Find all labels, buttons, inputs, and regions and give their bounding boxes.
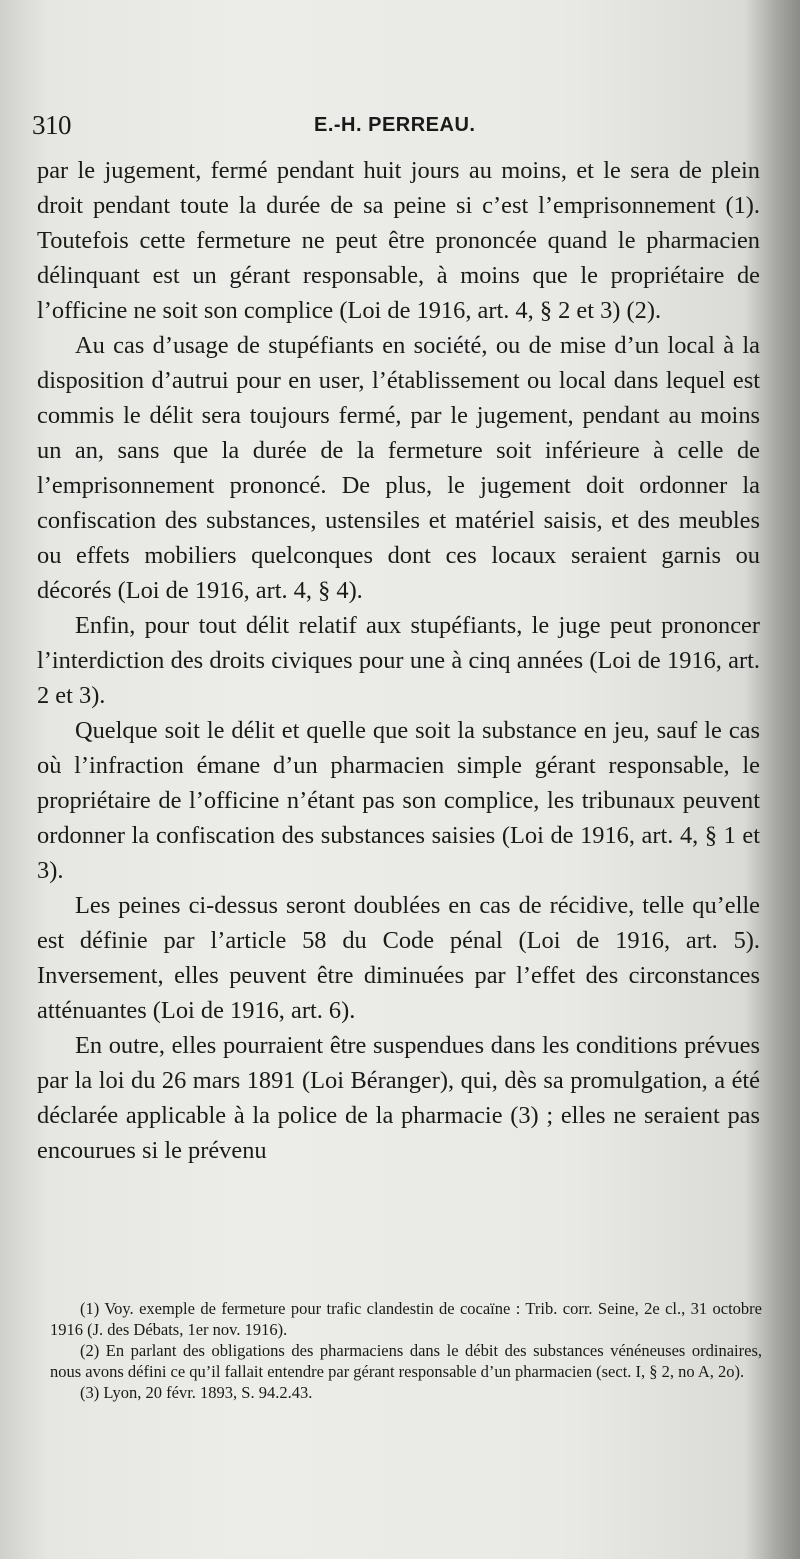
footnote: (1) Voy. exemple de fermeture pour trafic clandestin de cocaïne : Trib. corr. Seine, 2e cl., 31 octobre 1916 (J. des Débats, 1er nov. 1916). [50, 1299, 762, 1339]
paragraph: par le jugement, fermé pendant huit jours au moins, et le sera de plein droit pendant toute la durée de sa peine si c’est l’emprisonnement (1). Toutefois cette fermeture ne peut être prononcée quand le pharmacien délinquant est un gérant responsable, à moins que le propriétaire de l’officine ne soit son complice (Loi de 1916, art. 4, § 2 et 3) (2). [37, 157, 760, 324]
body-text [37, 153, 760, 1168]
footnote: (2) En parlant des obligations des pharmaciens dans le débit des substances vénéneuses ordinaires, nous avons défini ce qu’il fallait entendre par gérant responsable d’un pharmacien (sect. I, § 2, no A, 2o). [50, 1341, 762, 1381]
page-header [32, 110, 752, 144]
paragraph: Au cas d’usage de stupéfiants en société, ou de mise d’un local à la disposition d’autrui pour en user, l’établissement ou local dans lequel est commis le délit sera toujours fermé, par le jugement, pendant au moins un an, sans que la durée de la fermeture soit inférieure à celle de l’emprisonnement prononcé. De plus, le jugement doit ordonner la confiscation des substances, ustensiles et matériel saisis, et des meubles ou effets mobiliers quelconques dont ces locaux seraient garnis ou décorés (Loi de 1916, art. 4, § 4). [37, 332, 760, 604]
footnotes [50, 1298, 762, 1403]
paragraph: Les peines ci-dessus seront doublées en cas de récidive, telle qu’elle est définie par l’article 58 du Code pénal (Loi de 1916, art. 5). Inversement, elles peuvent être diminuées par l’effet des circonstances atténuantes (Loi de 1916, art. 6). [37, 892, 760, 1024]
page-number: 310 [32, 110, 71, 140]
running-head: E.-H. PERREAU. [314, 114, 476, 136]
paragraph: Quelque soit le délit et quelle que soit la substance en jeu, sauf le cas où l’infraction émane d’un pharmacien simple gérant responsable, le propriétaire de l’officine n’étant pas son complice, les tribunaux peuvent ordonner la confiscation des substances saisies (Loi de 1916, art. 4, § 1 et 3). [37, 717, 760, 884]
paragraph: Enfin, pour tout délit relatif aux stupéfiants, le juge peut prononcer l’interdiction des droits civiques pour une à cinq années (Loi de 1916, art. 2 et 3). [37, 612, 760, 709]
footnote: (3) Lyon, 20 févr. 1893, S. 94.2.43. [80, 1383, 313, 1402]
paragraph: En outre, elles pourraient être suspendues dans les conditions prévues par la loi du 26 mars 1891 (Loi Béranger), qui, dès sa promulgation, a été déclarée applicable à la police de la pharmacie (3) ; elles ne seraient pas encourues si le prévenu [37, 1032, 760, 1164]
